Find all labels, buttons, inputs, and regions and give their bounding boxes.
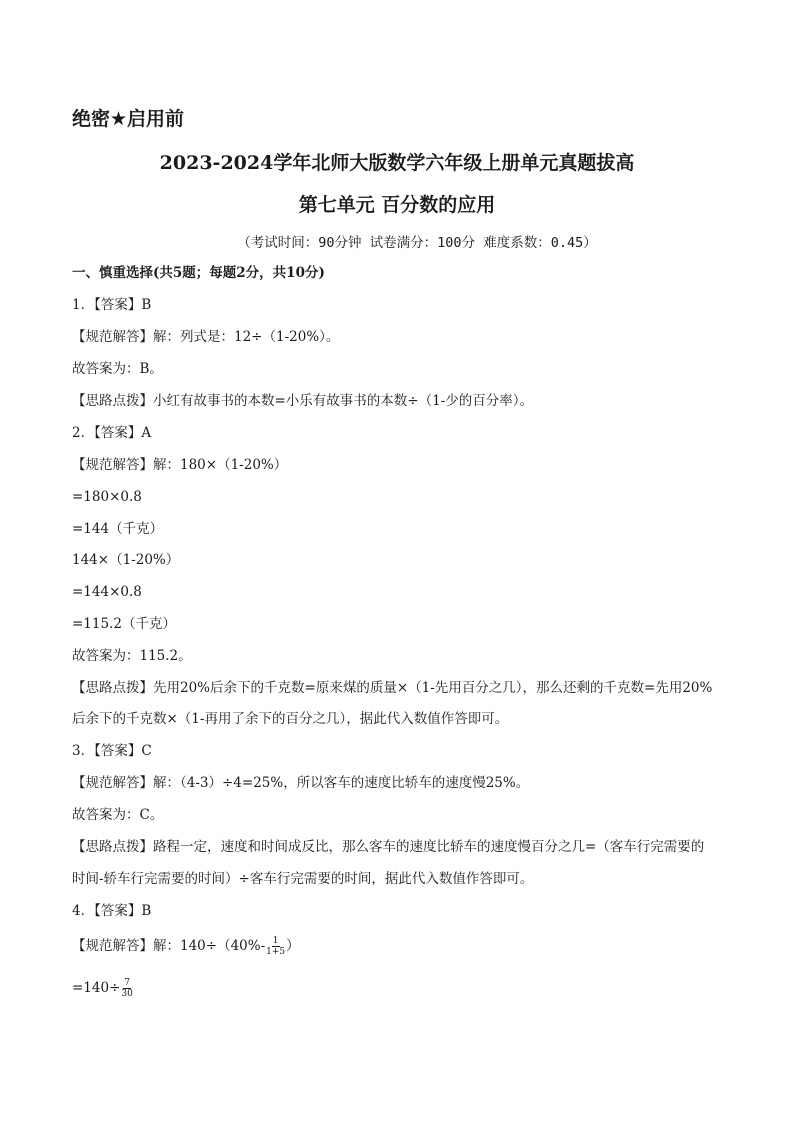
q2-step-1: =180×0.8 — [72, 489, 142, 505]
q4-fraction-2-numerator: 7 — [124, 978, 130, 988]
q1-solution-text: 解：列式是：12÷（1-20%）。 — [153, 329, 340, 345]
q2-step-5: =115.2（千克） — [72, 616, 176, 632]
q3-tip-text-2: 时间-轿车行完需要的时间）÷客车行完需要的时间，据此代入数值作答即可。 — [72, 871, 534, 887]
q4-fraction-2-denominator: 30 — [121, 989, 133, 999]
q3-answer: 3．【答案】C — [72, 743, 152, 759]
q2-final: 故答案为：115.2。 — [72, 648, 192, 664]
q3-solution-text: 解：（4-3）÷4=25%，所以客车的速度比轿车的速度慢25%。 — [153, 775, 530, 791]
q2-solution — [72, 456, 287, 474]
section-heading: 一、慎重选择(共5题；每题2分，共10分) — [72, 265, 325, 281]
q3-final: 故答案为：C。 — [72, 807, 164, 823]
document-title: 2023-2024学年北师大版数学六年级上册单元真题拔高 — [159, 152, 635, 174]
q4-fraction-1-numerator: 1 — [272, 936, 279, 946]
q2-step-4: =144×0.8 — [72, 584, 142, 600]
exam-info: （考试时间：90分钟 试卷满分：100分 难度系数：0.45） — [237, 235, 597, 251]
q2-solution-text: 解：180×（1-20%） — [153, 457, 288, 473]
q4-step-1 — [72, 978, 134, 999]
q2-tip — [72, 679, 712, 697]
q2-step-2: =144（千克） — [72, 521, 164, 537]
q2-tip-tag: 【思路点拨】 — [72, 680, 153, 696]
q1-tip-text: 小红有故事书的本数=小乐有故事书的本数÷（1-少的百分率）。 — [153, 393, 534, 409]
q4-solution — [72, 936, 300, 957]
unit-title: 第七单元 百分数的应用 — [298, 194, 496, 216]
q1-tip-tag: 【思路点拨】 — [72, 393, 153, 409]
q2-step-3: 144×（1-20%） — [72, 552, 180, 568]
q2-tip-text-2: 后余下的千克数×（1-再用了余下的百分之几），据此代入数值作答即可。 — [72, 711, 509, 727]
q4-solution-prefix: 解：140÷（40%- — [153, 938, 266, 954]
q4-step-1-prefix: =140÷ — [72, 980, 121, 996]
q1-solution-tag: 【规范解答】 — [72, 329, 153, 345]
q4-fraction-1-denominator: 1+5 — [266, 947, 286, 957]
q3-solution-tag: 【规范解答】 — [72, 775, 153, 791]
secret-label: 绝密★启用前 — [72, 108, 185, 130]
q3-solution — [72, 774, 529, 792]
q1-solution — [72, 328, 339, 346]
q3-tip-tag: 【思路点拨】 — [72, 839, 153, 855]
q1-answer: 1．【答案】B — [72, 297, 152, 313]
q4-fraction-1 — [266, 936, 285, 957]
q1-final: 故答案为：B。 — [72, 361, 163, 377]
q4-solution-tag: 【规范解答】 — [72, 938, 153, 954]
q4-fraction-2 — [121, 978, 132, 999]
q4-solution-suffix: ） — [286, 938, 300, 954]
q2-tip-text-1: 先用20%后余下的千克数=原来煤的质量×（1-先用百分之几），那么还剩的千克数=先用20% — [153, 680, 713, 696]
q3-tip-text-1: 路程一定，速度和时间成反比，那么客车的速度比轿车的速度慢百分之几=（客车行完需要的 — [153, 839, 705, 855]
q2-solution-tag: 【规范解答】 — [72, 457, 153, 473]
q1-tip — [72, 392, 533, 410]
q2-answer: 2．【答案】A — [72, 425, 152, 441]
q4-answer: 4．【答案】B — [72, 903, 152, 919]
q3-tip — [72, 838, 704, 856]
